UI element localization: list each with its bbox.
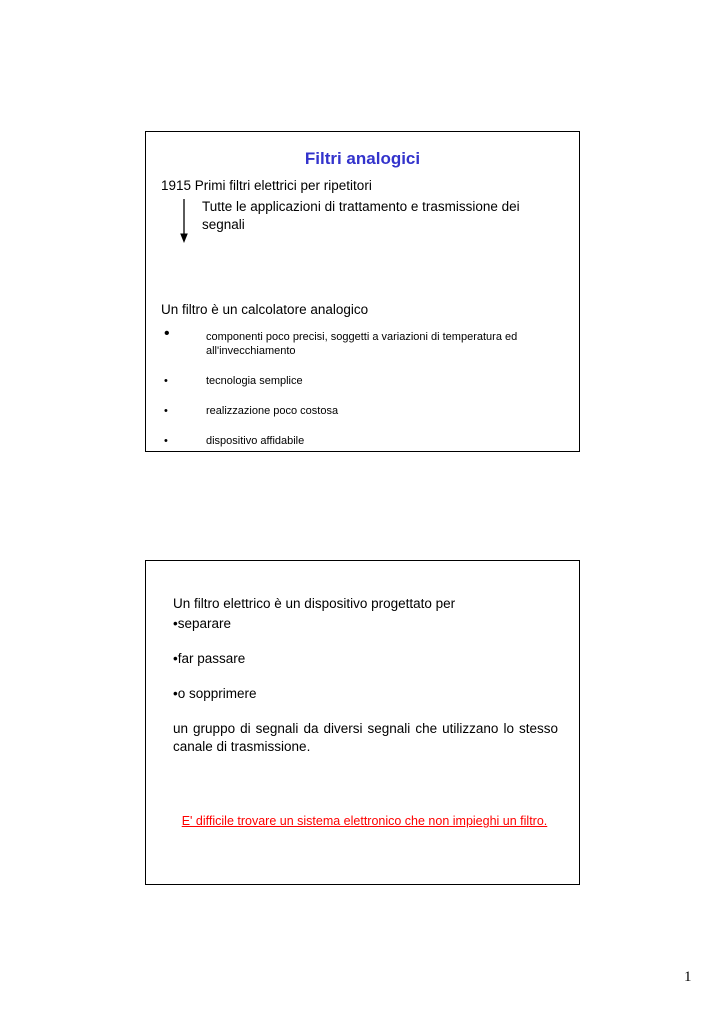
slide1-arrow-text: Tutte le applicazioni di trattamento e trasmissione dei segnali <box>202 199 520 232</box>
bullet-text: separare <box>177 616 232 631</box>
bullet-icon: • <box>164 375 168 387</box>
slide2-intro: Un filtro elettrico è un dispositivo progettato per <box>173 596 456 611</box>
list-item <box>173 685 556 703</box>
slide1-subtitle: Un filtro è un calcolatore analogico <box>161 302 369 317</box>
bullet-icon: • <box>164 325 170 342</box>
bullet-icon: • <box>173 686 178 701</box>
list-item <box>146 374 579 388</box>
bullet-text: far passare <box>177 651 246 666</box>
slide-1 <box>145 131 580 452</box>
slide-2 <box>145 560 580 885</box>
bullet-icon: • <box>164 435 168 447</box>
slide2-paragraph: un gruppo di segnali da diversi segnali che utilizzano lo stesso canale di trasmissione. <box>173 721 558 754</box>
down-arrow-icon <box>176 199 192 243</box>
slide2-footnote: E' difficile trovare un sistema elettronico che non impieghi un filtro. <box>181 814 548 828</box>
bullet-icon: • <box>173 616 178 631</box>
bullet-text: o sopprimere <box>177 686 257 701</box>
slide1-bullet-list <box>146 325 579 448</box>
page-number: 1 <box>684 969 692 985</box>
bullet-text: componenti poco precisi, soggetti a variazioni di temperatura ed all'invecchiamento <box>206 331 518 357</box>
list-item <box>146 434 579 448</box>
bullet-icon: • <box>164 405 168 417</box>
list-item <box>146 404 579 418</box>
slide1-arrow-block <box>174 198 579 250</box>
bullet-text: realizzazione poco costosa <box>206 405 339 417</box>
list-item <box>146 325 579 358</box>
bullet-text: dispositivo affidabile <box>206 435 305 447</box>
list-item <box>173 650 556 668</box>
list-item <box>173 615 556 633</box>
slide1-title: Filtri analogici <box>304 149 421 168</box>
bullet-icon: • <box>173 651 178 666</box>
bullet-text: tecnologia semplice <box>206 375 303 387</box>
slide1-intro-line: 1915 Primi filtri elettrici per ripetitori <box>161 178 372 193</box>
